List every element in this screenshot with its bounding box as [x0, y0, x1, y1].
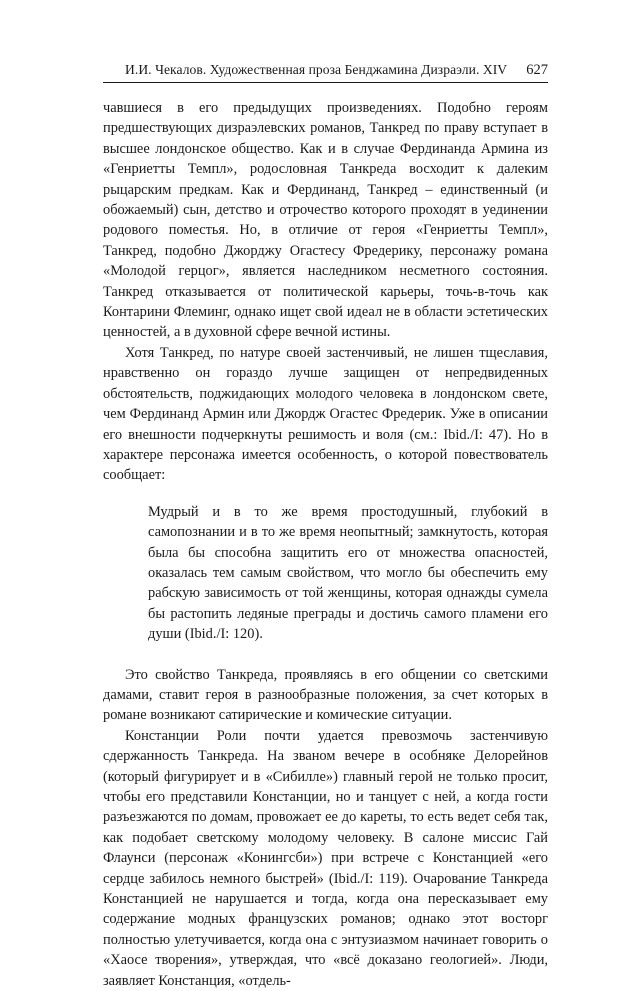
running-header	[103, 60, 548, 80]
block-quote: Мудрый и в то же время простодушный, глубокий в самопознании и в то же время неопытный; замкнутость, которая была бы способна защитить его от множества опасностей, оказалась тем самым свойством, что могло бы обеспечить ему рабскую зависимость от той женщины, которая однажды сумела бы растопить ледяные преграды и достичь самого пламени его души (Ibid./I: 120).	[148, 503, 548, 643]
header-rule	[103, 82, 548, 83]
page-number: 627	[526, 62, 548, 78]
paragraph-1: чавшиеся в его предыдущих произведениях. Подобно героям предшествующих дизраэлевских романов, Танкред по праву вступает в высшее лондонское общество. Как и в случае Фердинанда Армина из «Генриетты Темпл», родословная Танкреда восходит к далеким рыцарским предкам. Как и Фердинанд, Танкред – единственный (и обожаемый) сын, детство и отрочество которого проходят в уединении родового поместья. Но, в отличие от героя «Генриетты Темпл», Танкред, подобно Джорджу Огастесу Фредерику, персонажу романа «Молодой герцог», является наследником несметного состояния. Танкред отказывается от политической карьеры, точь-в-точь как Контарини Флеминг, однако ищет свой идеал не в области эстетических ценностей, а в духовной сфере вечной истины.	[103, 100, 548, 341]
body-text	[103, 98, 548, 991]
paragraph-4: Констанции Роли почти удается превозмочь застенчивую сдержанность Танкреда. На званом вечере в особняке Делорейнов (который фигурирует и в «Сибилле») главный герой не только просит, чтобы его представили Констанции, но и танцует с ней, а когда гости разъезжаются по домам, провожает ее до кареты, то есть ведет себя так, как подобает светскому молодому человеку. В салоне миссис Гай Флаунси (персонаж «Конингсби») при встрече с Констанцией «его сердце забилось немного быстрей» (Ibid./I: 119). Очарование Танкреда Констанцией не нарушается и тогда, когда она пересказывает ему содержание модных французских романов; однако этот восторг полностью улетучивается, когда она с энтузиазмом начинает говорить о «Хаосе творения», утверждая, что «всё доказано геологией». Люди, заявляет Констанция, «отдель-	[103, 727, 548, 989]
paragraph-3: Это свойство Танкреда, проявляясь в его общении со светскими дамами, ставит героя в разнообразные положения, за счет которых в романе возникают сатирические и комические ситуации.	[103, 666, 548, 724]
running-title: И.И. Чекалов. Художественная проза Бенджамина Дизраэли. XIV	[125, 62, 508, 77]
paragraph-2: Хотя Танкред, по натуре своей застенчивый, не лишен тщеславия, нравственно он гораздо лучше защищен от непредвиденных обстоятельств, поджидающих молодого человека в лондонском свете, чем Фердинанд Армин или Джордж Огастес Фредерик. Уже в описании его внешности подчеркнуты решимость и воля (см.: Ibid./I: 47). Но в характере персонажа имеется особенность, о которой повествователь сообщает:	[103, 344, 548, 484]
